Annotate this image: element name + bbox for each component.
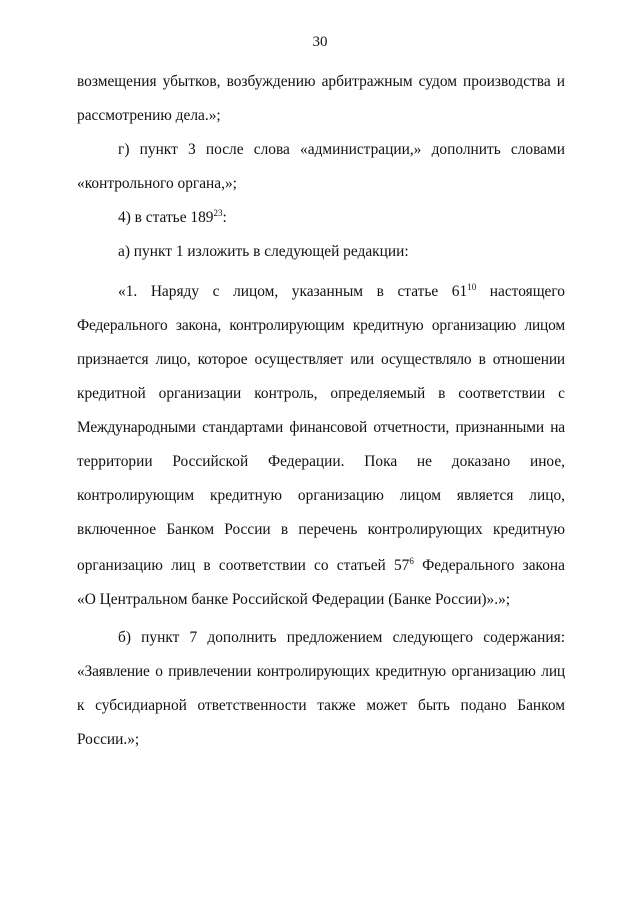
text-run: настоящего xyxy=(476,283,565,300)
text-line: возмещения убытков, возбуждению арбитражным судом производства и xyxy=(77,73,565,90)
text-line: контролирующим кредитную организацию лицом является лицо, xyxy=(77,487,565,504)
text-line: кредитной организации контроль, определяемый в соответствии с xyxy=(77,385,565,402)
text-line: г) пункт 3 после слова «администрации,» дополнить словами xyxy=(118,141,565,158)
text-line: б) пункт 7 дополнить предложением следующего содержания: xyxy=(118,629,565,646)
text-line: «Заявление о привлечении контролирующих кредитную организацию лиц xyxy=(77,663,565,680)
text-line: России.»; xyxy=(77,731,140,748)
text-run: «1. Наряду с лицом, указанным в статье 61 xyxy=(118,283,468,300)
text-line: территории Российской Федерации. Пока не доказано иное, xyxy=(77,453,565,470)
text-line: Федерального закона, контролирующим кредитную организацию лицом xyxy=(77,317,565,334)
text-line: Международными стандартами финансовой отчетности, признанными на xyxy=(77,419,565,436)
text-line: рассмотрению дела.»; xyxy=(77,107,221,124)
text-run: 4) в статье 189 xyxy=(118,209,214,226)
text-run: : xyxy=(222,209,227,226)
text-line: признается лицо, которое осуществляет или осуществляло в отношении xyxy=(77,351,565,368)
text-run: организацию лиц в соответствии со статьей 57 xyxy=(77,557,410,574)
text-line xyxy=(118,208,565,228)
text-line: к субсидиарной ответственности также может быть подано Банком xyxy=(77,697,565,714)
page-number: 30 xyxy=(312,34,328,50)
text-line: включенное Банком России в перечень контролирующих кредитную xyxy=(77,521,565,538)
text-run: Федерального закона xyxy=(413,557,566,574)
superscript: 23 xyxy=(213,208,223,218)
text-line xyxy=(77,556,565,576)
superscript: 6 xyxy=(409,556,414,566)
text-line xyxy=(118,282,565,302)
superscript: 10 xyxy=(467,282,477,292)
text-line: «контрольного органа,»; xyxy=(77,175,237,192)
text-line: «О Центральном банке Российской Федерации (Банке России)».»; xyxy=(77,591,511,608)
text-line: а) пункт 1 изложить в следующей редакции: xyxy=(118,243,409,260)
